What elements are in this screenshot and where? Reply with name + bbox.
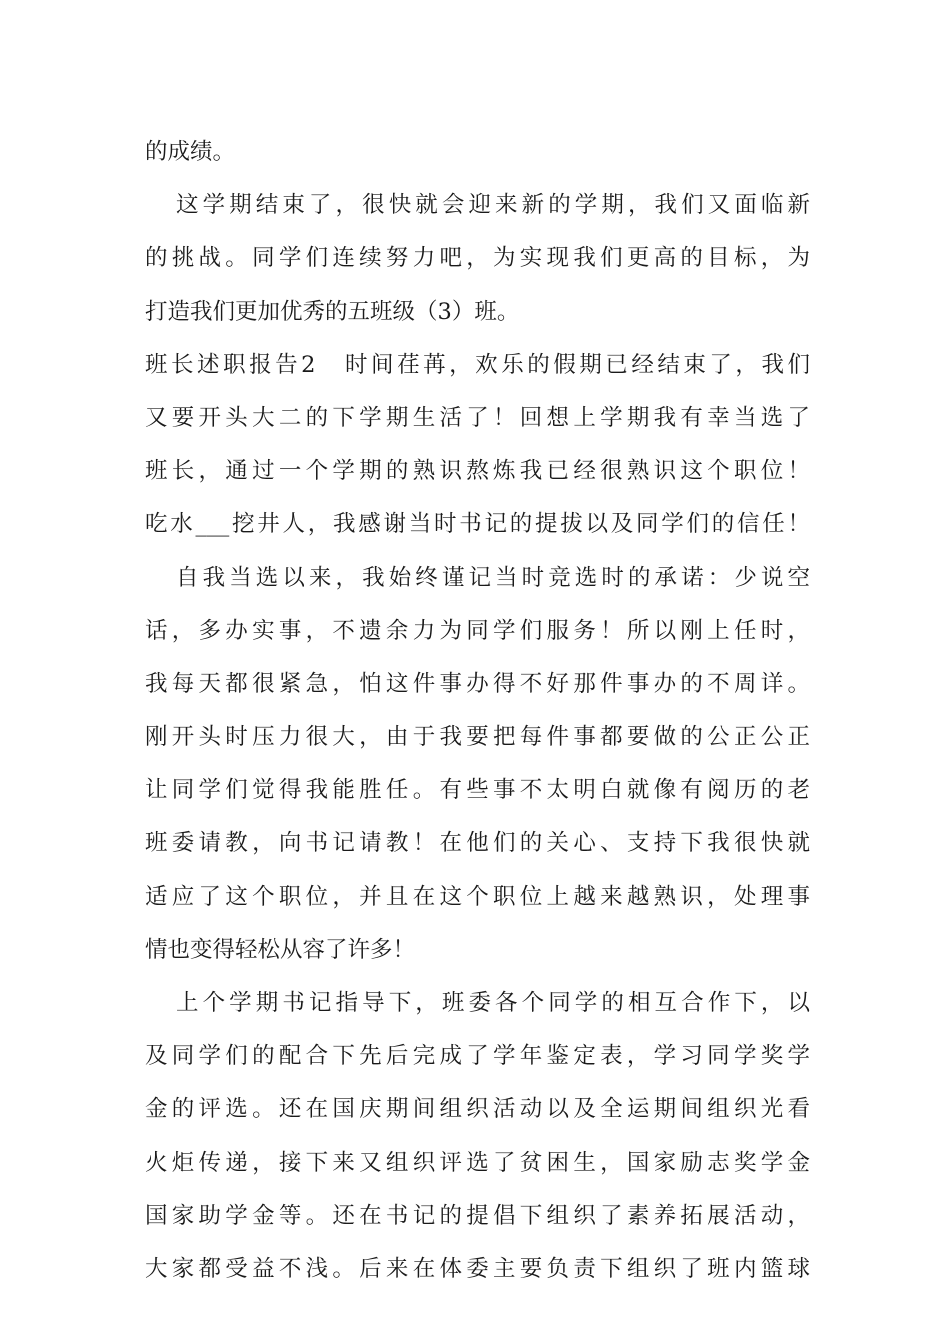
text-line: 自我当选以来，我始终谨记当时竞选时的承诺：少说空 bbox=[176, 564, 810, 591]
text-line: 让同学们觉得我能胜任。有些事不太明白就像有阅历的老 bbox=[145, 777, 810, 804]
text-line: 班长述职报告2 时间荏苒，欢乐的假期已经结束了，我们 bbox=[145, 351, 810, 378]
text-line: 火炬传递，接下来又组织评选了贫困生，国家励志奖学金 bbox=[145, 1149, 810, 1176]
text-line: 打造我们更加优秀的五班级（3）班。 bbox=[145, 298, 520, 325]
text-line: 班长，通过一个学期的熟识熬炼我已经很熟识这个职位！ bbox=[145, 458, 810, 485]
text-line: 这学期结束了，很快就会迎来新的学期，我们又面临新 bbox=[176, 192, 810, 219]
text-line: 班委请教，向书记请教！在他们的关心、支持下我很快就 bbox=[145, 830, 810, 857]
text-line: 的成绩。 bbox=[145, 139, 236, 165]
text-line: 话，多办实事，不遗余力为同学们服务！所以刚上任时， bbox=[145, 617, 810, 644]
text-line: 上个学期书记指导下，班委各个同学的相互合作下，以 bbox=[176, 990, 810, 1016]
text-line: 我每天都很紧急，怕这件事办得不好那件事办的不周详。 bbox=[145, 670, 810, 697]
text-line: 的挑战。同学们连续努力吧，为实现我们更高的目标，为 bbox=[145, 245, 810, 272]
text-line: 刚开头时压力很大，由于我要把每件事都要做的公正公正 bbox=[145, 724, 810, 751]
text-line: 金的评选。还在国庆期间组织活动以及全运期间组织光看 bbox=[145, 1096, 810, 1123]
text-line: 适应了这个职位，并且在这个职位上越来越熟识，处理事 bbox=[145, 883, 810, 910]
text-line: 大家都受益不浅。后来在体委主要负责下组织了班内篮球 bbox=[145, 1255, 810, 1282]
document-body bbox=[145, 126, 810, 1296]
text-line: 吃水___挖井人，我感谢当时书记的提拔以及同学们的信任！ bbox=[145, 511, 810, 538]
text-line: 又要开头大二的下学期生活了！回想上学期我有幸当选了 bbox=[145, 404, 810, 431]
text-line: 及同学们的配合下先后完成了学年鉴定表，学习同学奖学 bbox=[145, 1043, 810, 1070]
text-line: 情也变得轻松从容了许多！ bbox=[145, 936, 416, 963]
text-line: 国家助学金等。还在书记的提倡下组织了素养拓展活动， bbox=[145, 1202, 810, 1229]
